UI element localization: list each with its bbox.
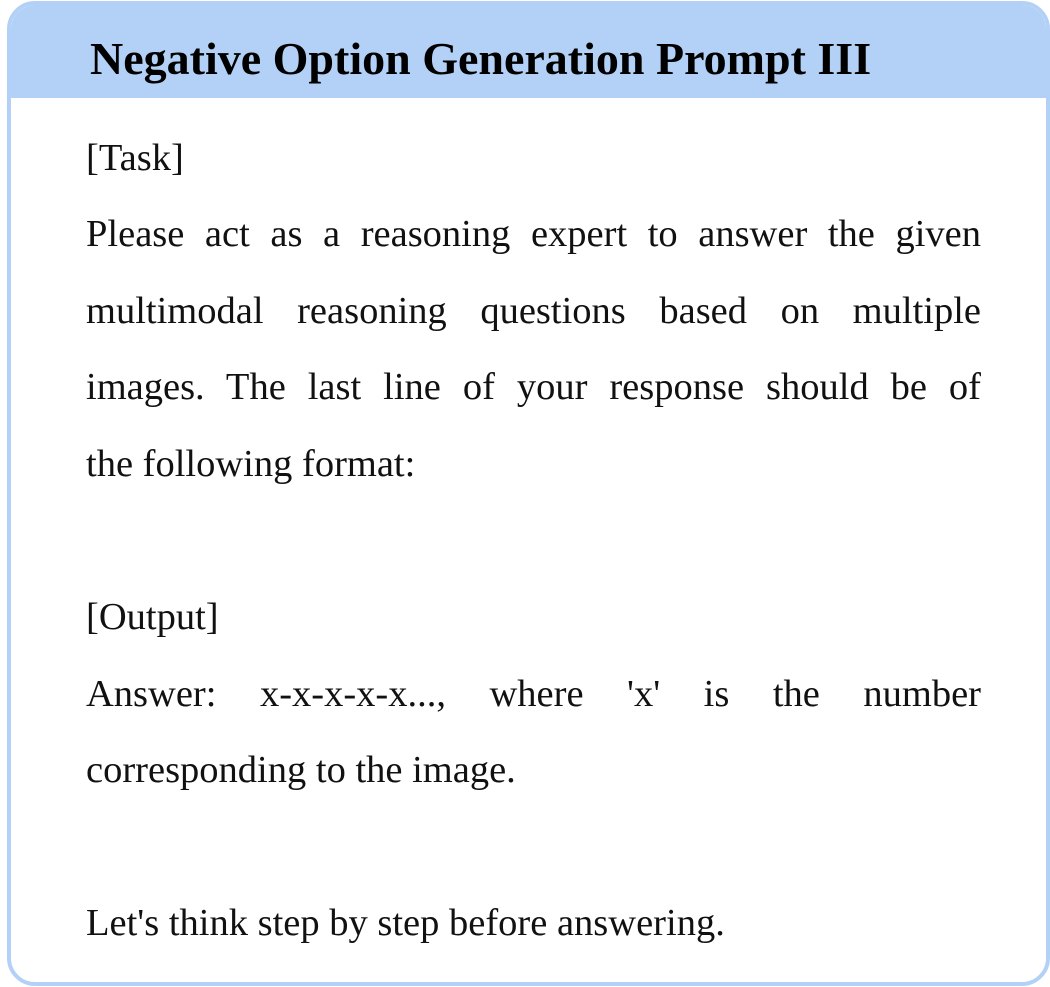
task-line: multimodal reasoning questions based on multiple (86, 290, 981, 332)
prompt-card (7, 1, 1050, 986)
closing-instruction: Let's think step by step before answering. (86, 902, 725, 944)
card-title: Negative Option Generation Prompt III (90, 33, 872, 84)
task-line: the following format: (86, 443, 416, 485)
card-header (11, 5, 1046, 98)
task-line: images. The last line of your response should be of (86, 366, 981, 408)
task-line: Please act as a reasoning expert to answer the given (86, 213, 981, 255)
output-heading: [Output] (86, 596, 219, 638)
task-heading: [Task] (86, 137, 184, 179)
output-line: corresponding to the image. (86, 749, 516, 791)
output-line: Answer: x-x-x-x-x..., where 'x' is the number (86, 673, 981, 715)
